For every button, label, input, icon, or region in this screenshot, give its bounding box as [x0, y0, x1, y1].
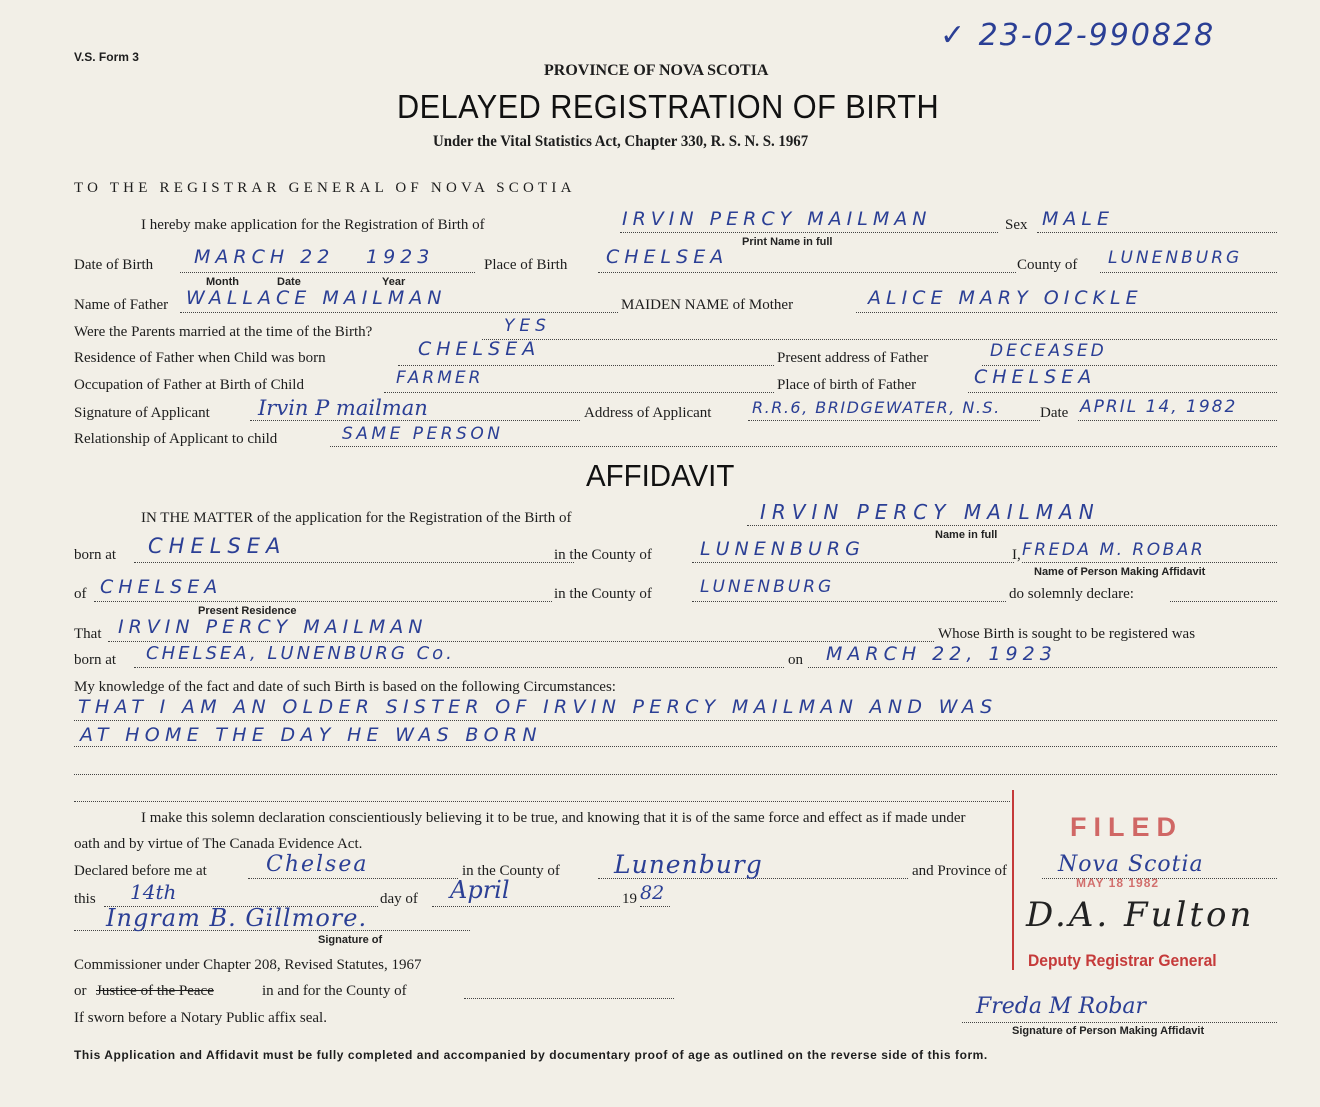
born-at2-label: born at: [74, 652, 117, 668]
declarant-signature-caption: Signature of Person Making Affidavit: [1012, 1025, 1205, 1037]
married-label: Were the Parents married at the time of the Birth?: [74, 324, 373, 340]
relationship-label: Relationship of Applicant to child: [74, 431, 278, 447]
affidavit-county2-value: LUNENBURG: [700, 577, 835, 597]
or-label: or: [74, 983, 87, 999]
residence-value: CHELSEA: [418, 338, 541, 360]
i-label: I,: [1012, 547, 1021, 563]
notary-line: If sworn before a Notary Public affix seal.: [74, 1010, 327, 1026]
born-at2-value: CHELSEA, LUNENBURG Co.: [146, 643, 455, 664]
province-value: Nova Scotia: [1058, 852, 1204, 877]
this-label: this: [74, 891, 96, 907]
declare-label: do solemnly declare:: [1009, 586, 1134, 602]
signature-label: Signature of Applicant: [74, 405, 210, 421]
mother-value: ALICE MARY OICKLE: [868, 287, 1143, 309]
of-label: of: [74, 586, 87, 602]
address-value: R.R.6, BRIDGEWATER, N.S.: [752, 398, 1001, 417]
applicant-signature: Irvin P mailman: [258, 396, 428, 420]
pob-value: CHELSEA: [606, 246, 729, 268]
sex-label: Sex: [1005, 217, 1028, 233]
county3-value: Lunenburg: [614, 850, 763, 879]
solemn-line-2: oath and by virtue of The Canada Evidence Act.: [74, 836, 363, 852]
circumstances-line-1: THAT I AM AN OLDER SISTER OF IRVIN PERCY MAILMAN AND WAS: [78, 696, 998, 718]
dob-label: Date of Birth: [74, 257, 154, 273]
file-number: ✓ 23-02-990828: [940, 18, 1216, 53]
county3-label: in the County of: [462, 863, 560, 879]
affidavit-county2-label: in the County of: [554, 586, 652, 602]
print-name-caption: Print Name in full: [742, 236, 833, 248]
on-value: MARCH 22, 1923: [826, 643, 1057, 665]
solemn-line-1: I make this solemn declaration conscientiously believing it to be true, and knowing that it is of the same force and effect as if made under: [141, 810, 966, 826]
applicant-name-value: IRVIN PERCY MAILMAN: [622, 208, 932, 230]
stamp-filed: FILED: [1070, 812, 1183, 842]
month-value: April: [450, 876, 510, 904]
affidavit-intro: IN THE MATTER of the application for the Registration of the Birth of: [141, 510, 572, 526]
signature-of-caption: Signature of: [318, 934, 383, 946]
knowledge-label: My knowledge of the fact and date of such Birth is based on the following Circumstances:: [74, 679, 616, 695]
dob-date-caption: Date: [277, 276, 301, 288]
day-of-label: day of: [380, 891, 418, 907]
commissioner-line: Commissioner under Chapter 208, Revised Statutes, 1967: [74, 957, 422, 973]
mother-label: MAIDEN NAME of Mother: [621, 297, 794, 313]
present-residence-caption: Present Residence: [198, 605, 297, 617]
occupation-label: Occupation of Father at Birth of Child: [74, 377, 304, 393]
of-value: CHELSEA: [100, 576, 223, 598]
relationship-value: SAME PERSON: [342, 424, 504, 444]
married-value: YES: [504, 316, 551, 336]
county-label: County of: [1017, 257, 1078, 273]
footer-note: This Application and Affidavit must be fully completed and accompanied by documentary proof of age as outlined on the reverse side of this form.: [74, 1048, 988, 1062]
day-value: 14th: [130, 880, 177, 904]
province-label: and Province of: [912, 863, 1007, 879]
dob-year-caption: Year: [382, 276, 406, 288]
stamp-date: MAY 18 1982: [1076, 876, 1160, 890]
declarant-caption: Name of Person Making Affidavit: [1034, 566, 1206, 578]
that-value: IRVIN PERCY MAILMAN: [118, 616, 428, 638]
pob-label: Place of Birth: [484, 257, 568, 273]
dob-month-caption: Month: [206, 276, 239, 288]
address-label: Address of Applicant: [584, 405, 712, 421]
whose-birth-label: Whose Birth is sought to be registered was: [938, 626, 1196, 642]
page-title: DELAYED REGISTRATION OF BIRTH: [397, 88, 940, 125]
commissioner-signature: Ingram B. Gillmore.: [106, 904, 368, 932]
father-value: WALLACE MAILMAN: [186, 287, 447, 309]
application-intro: I hereby make application for the Registration of Birth of: [141, 217, 485, 233]
county-value: LUNENBURG: [1108, 248, 1243, 268]
dob-year-value: 1923: [366, 246, 435, 268]
to-registrar-line: TO THE REGISTRAR GENERAL OF NOVA SCOTIA: [74, 180, 576, 196]
province-heading: PROVINCE OF NOVA SCOTIA: [544, 62, 769, 79]
circumstances-line-2: AT HOME THE DAY HE WAS BORN: [80, 724, 542, 746]
born-at-value: CHELSEA: [148, 534, 287, 558]
declared-label: Declared before me at: [74, 863, 207, 879]
year-prefix: 19: [622, 891, 637, 907]
residence-label: Residence of Father when Child was born: [74, 350, 326, 366]
on-label: on: [788, 652, 803, 668]
date-label: Date: [1040, 405, 1069, 421]
present-address-label: Present address of Father: [777, 350, 929, 366]
father-label: Name of Father: [74, 297, 169, 313]
date-value: APRIL 14, 1982: [1080, 397, 1238, 417]
born-at-label: born at: [74, 547, 117, 563]
affidavit-name-value: IRVIN PERCY MAILMAN: [760, 500, 1100, 524]
sex-value: MALE: [1042, 208, 1114, 230]
stamp-border: [1012, 790, 1018, 970]
present-address-value: DECEASED: [990, 341, 1107, 361]
name-in-full-caption: Name in full: [935, 529, 998, 541]
that-label: That: [74, 626, 102, 642]
declarant-value: FREDA M. ROBAR: [1022, 540, 1206, 560]
declared-value: Chelsea: [266, 852, 369, 877]
affidavit-county-label: in the County of: [554, 547, 652, 563]
stamp-title: Deputy Registrar General: [1028, 951, 1217, 970]
affidavit-heading: AFFIDAVIT: [586, 458, 735, 493]
in-county-label: in and for the County of: [262, 983, 407, 999]
page-subtitle: Under the Vital Statistics Act, Chapter 330, R. S. N. S. 1967: [433, 133, 809, 150]
occupation-value: FARMER: [396, 368, 484, 388]
year-value: 82: [640, 882, 665, 904]
justice-struck: Justice of the Peace: [96, 983, 214, 999]
father-pob-value: CHELSEA: [974, 366, 1097, 388]
registrar-signature: D.A. Fulton: [1026, 895, 1255, 935]
father-pob-label: Place of birth of Father: [777, 377, 917, 393]
dob-month-value: MARCH 22: [194, 246, 335, 268]
affidavit-county-value: LUNENBURG: [700, 538, 865, 560]
declarant-signature: Freda M Robar: [976, 994, 1147, 1019]
form-id: V.S. Form 3: [74, 50, 139, 64]
